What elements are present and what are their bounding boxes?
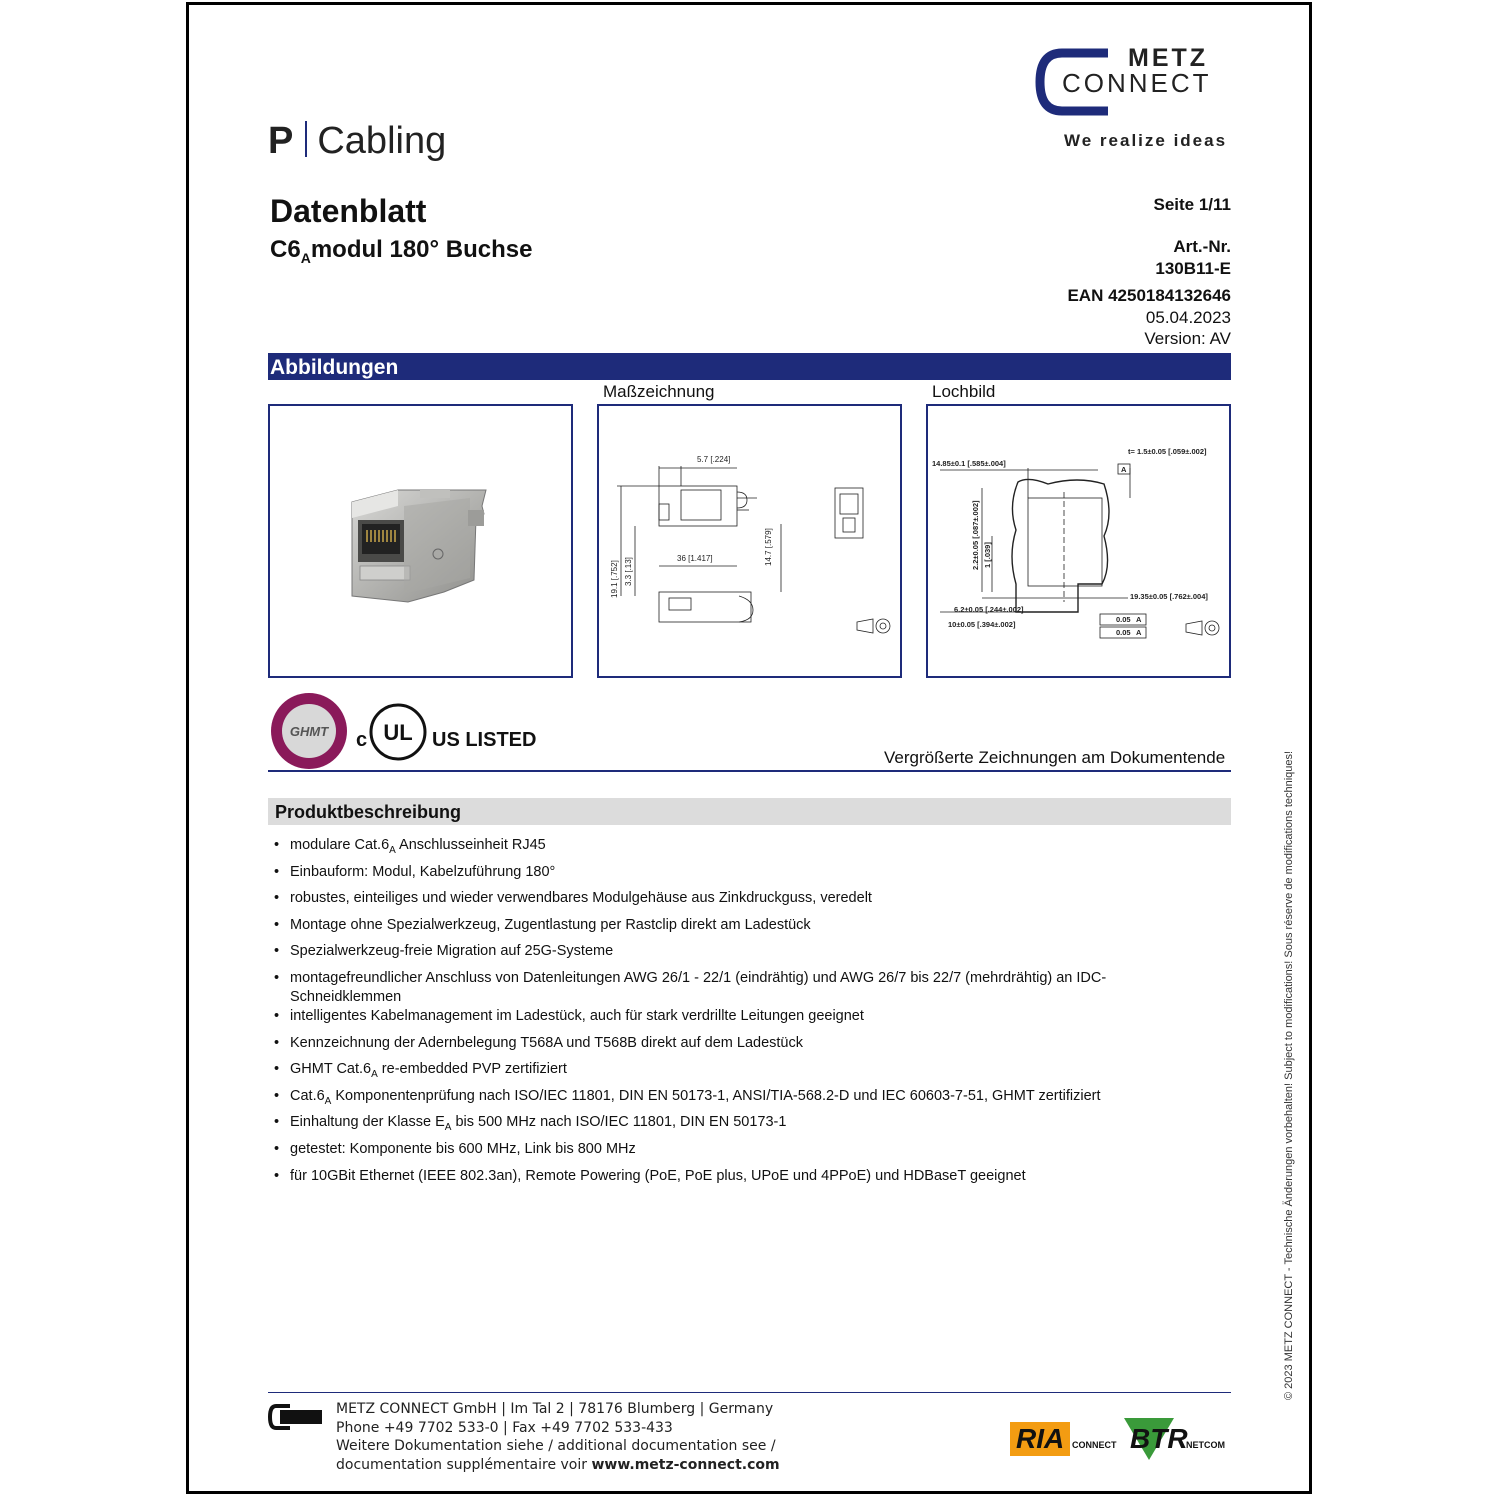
dim-label-3: 14.7 [.579] bbox=[764, 528, 773, 566]
hole-label-8: 0.05 bbox=[1116, 615, 1131, 624]
hole-label-7: 10±0.05 [.394±.002] bbox=[948, 620, 1016, 629]
footer-line-phone: Phone +49 7702 533-0 | Fax +49 7702 533-433 bbox=[336, 1419, 673, 1436]
footer-line-address: METZ CONNECT GmbH | Im Tal 2 | 78176 Blumberg | Germany bbox=[336, 1401, 774, 1417]
document-date: 05.04.2023 bbox=[1145, 308, 1231, 327]
description-item bbox=[272, 916, 1172, 943]
footer-website-link[interactable]: www.metz-connect.com bbox=[591, 1456, 780, 1473]
description-item-text: für 10GBit Ethernet (IEEE 802.3an), Remote Powering (PoE, PoE plus, UPoE und 4PPoE) und HDBaseT geeignet bbox=[290, 1167, 1026, 1184]
description-item bbox=[272, 942, 1172, 969]
footer-docs-fr-text: documentation supplémentaire voir bbox=[336, 1456, 592, 1473]
description-item bbox=[272, 1140, 1172, 1167]
product-photo bbox=[270, 406, 571, 676]
images-section-header: Abbildungen bbox=[268, 353, 1231, 380]
description-item-text: modulare Cat.6 bbox=[290, 837, 390, 853]
description-item-text-rest: bis 500 MHz nach ISO/IEC 11801, DIN EN 50173-1 bbox=[451, 1114, 787, 1131]
description-item bbox=[272, 836, 1172, 863]
dim-label-2: 36 [1.417] bbox=[677, 554, 713, 563]
description-item-text: getestet: Komponente bis 600 MHz, Link bis 800 MHz bbox=[290, 1140, 636, 1157]
document-version: Version: AV bbox=[1144, 329, 1231, 348]
category-divider bbox=[305, 121, 307, 157]
description-item-text: Einbauform: Modul, Kabelzuführung 180° bbox=[290, 863, 556, 880]
dim-label-5: 3.3 [.13] bbox=[624, 557, 633, 586]
ul-listed-text: US LISTED bbox=[432, 729, 537, 751]
btr-logo-suffix: NETCOM bbox=[1186, 1440, 1225, 1450]
brand-logo-line2: CONNECT bbox=[1062, 68, 1212, 98]
footer-logo-icon bbox=[268, 1404, 324, 1430]
ria-logo-text: RIA bbox=[1016, 1423, 1065, 1454]
ghmt-seal-text: GHMT bbox=[289, 724, 329, 739]
hole-pattern-drawing bbox=[928, 406, 1229, 676]
category-heading bbox=[268, 120, 446, 163]
art-number: 130B11-E bbox=[1155, 259, 1231, 278]
dim-label-1: 5.7 [.224] bbox=[697, 455, 731, 464]
brand-logo-line1: METZ bbox=[1128, 44, 1209, 72]
description-item-text: GHMT Cat.6 bbox=[290, 1061, 372, 1078]
description-item-subscript: A bbox=[444, 1122, 452, 1134]
hole-label-12: A bbox=[1121, 465, 1127, 474]
description-item bbox=[272, 1167, 1172, 1194]
dimension-drawing-label: Maßzeichnung bbox=[603, 382, 715, 401]
description-item bbox=[272, 1060, 1172, 1087]
ul-listed-mark-icon bbox=[356, 702, 537, 762]
ria-logo-suffix: CONNECT bbox=[1072, 1440, 1117, 1450]
description-item bbox=[272, 969, 1172, 1007]
product-photo-frame bbox=[268, 404, 573, 678]
dim-label-4: 19.1 [.752] bbox=[610, 560, 619, 598]
hole-pattern-frame bbox=[926, 404, 1231, 678]
description-item-text: Montage ohne Spezialwerkzeug, Zugentlastung per Rastclip direkt am Ladestück bbox=[290, 916, 811, 933]
footer-contact bbox=[336, 1400, 780, 1474]
description-section-header: Produktbeschreibung bbox=[268, 798, 1231, 825]
section-divider bbox=[268, 770, 1231, 772]
brand-tagline: We realize ideas bbox=[1064, 131, 1228, 150]
document-subtitle bbox=[270, 236, 532, 266]
description-item bbox=[272, 1034, 1172, 1061]
hole-label-3: 2.2±0.05 [.087±.002] bbox=[971, 500, 980, 570]
description-item-text-rest: Anschlusseinheit RJ45 bbox=[395, 837, 546, 853]
description-item-text: Cat.6 bbox=[290, 1087, 325, 1104]
ul-mark-text: UL bbox=[383, 720, 413, 745]
description-item-text: montagefreundlicher Anschluss von Datenleitungen AWG 26/1 - 22/1 (eindrähtig) und AWG 26/7 bis 22/7 (mehrdrähtig) an IDC-Schneidklemmen bbox=[290, 969, 1107, 1005]
category-prefix: P bbox=[268, 120, 294, 162]
description-item bbox=[272, 889, 1172, 916]
btr-logo-text: BTR bbox=[1130, 1423, 1188, 1454]
description-item-text: intelligentes Kabelmanagement im Ladestück, auch für stark verdrillte Leitungen geeignet bbox=[290, 1007, 864, 1024]
hole-label-6: 6.2±0.05 [.244±.002] bbox=[954, 605, 1024, 614]
dimension-drawing-frame bbox=[597, 404, 902, 678]
subtitle-main: C6 bbox=[270, 236, 301, 263]
hole-label-1: 14.85±0.1 [.585±.004] bbox=[932, 459, 1006, 468]
page-number: Seite 1/11 bbox=[1153, 195, 1231, 214]
hole-label-5: 19.35±0.05 [.762±.004] bbox=[1130, 592, 1208, 601]
description-item-text: robustes, einteiliges und wieder verwendbares Modulgehäuse aus Zinkdruckguss, veredelt bbox=[290, 890, 872, 907]
description-item-subscript: A bbox=[371, 1069, 378, 1081]
ean-number: EAN 4250184132646 bbox=[1067, 286, 1231, 305]
description-item-text: Spezialwerkzeug-freie Migration auf 25G-Systeme bbox=[290, 943, 614, 960]
description-item-text: Einhaltung der Klasse E bbox=[290, 1114, 445, 1131]
description-item bbox=[272, 1087, 1172, 1114]
subtitle-rest: modul 180° Buchse bbox=[310, 236, 533, 263]
art-label: Art.-Nr. bbox=[1173, 237, 1231, 256]
description-list bbox=[272, 836, 1172, 1193]
description-item-text-rest: Komponentenprüfung nach ISO/IEC 11801, DIN EN 50173-1, ANSI/TIA-568.2-D und IEC 60603-7-51, GHMT zertifiziert bbox=[331, 1087, 1101, 1104]
description-item-text-rest: re-embedded PVP zertifiziert bbox=[377, 1061, 567, 1078]
footer-divider bbox=[268, 1392, 1231, 1393]
ul-c-text: c bbox=[356, 729, 368, 751]
hole-pattern-label: Lochbild bbox=[932, 382, 996, 401]
document-title: Datenblatt bbox=[270, 193, 427, 229]
hole-label-4: 1 [.039] bbox=[983, 542, 992, 568]
description-item-text: Kennzeichnung der Adernbelegung T568A und T568B direkt auf dem Ladestück bbox=[290, 1034, 803, 1051]
description-item bbox=[272, 1007, 1172, 1034]
hole-label-10: 0.05 bbox=[1116, 628, 1131, 637]
hole-label-9: A bbox=[1136, 615, 1142, 624]
description-item bbox=[272, 1113, 1172, 1140]
footer-line-docs-fr bbox=[336, 1456, 780, 1475]
category-name: Cabling bbox=[317, 120, 447, 162]
footer-line-docs: Weitere Dokumentation siehe / additional documentation see / bbox=[336, 1438, 776, 1454]
description-item bbox=[272, 863, 1172, 890]
description-item-subscript: A bbox=[389, 844, 396, 856]
dimension-drawing bbox=[599, 406, 900, 676]
subtitle-sub: A bbox=[300, 249, 311, 266]
hole-label-11: A bbox=[1136, 628, 1142, 637]
copyright-note: © 2023 METZ CONNECT - Technische Änderungen vorbehalten! Subject to modifications! Sous réserve de modifications techniques! bbox=[1283, 750, 1295, 1400]
enlarged-drawings-note: Vergrößerte Zeichnungen am Dokumentende bbox=[884, 748, 1226, 767]
ghmt-seal-icon bbox=[268, 690, 350, 772]
description-item-subscript: A bbox=[324, 1095, 332, 1107]
hole-label-2: t= 1.5±0.05 [.059±.002] bbox=[1128, 447, 1207, 456]
